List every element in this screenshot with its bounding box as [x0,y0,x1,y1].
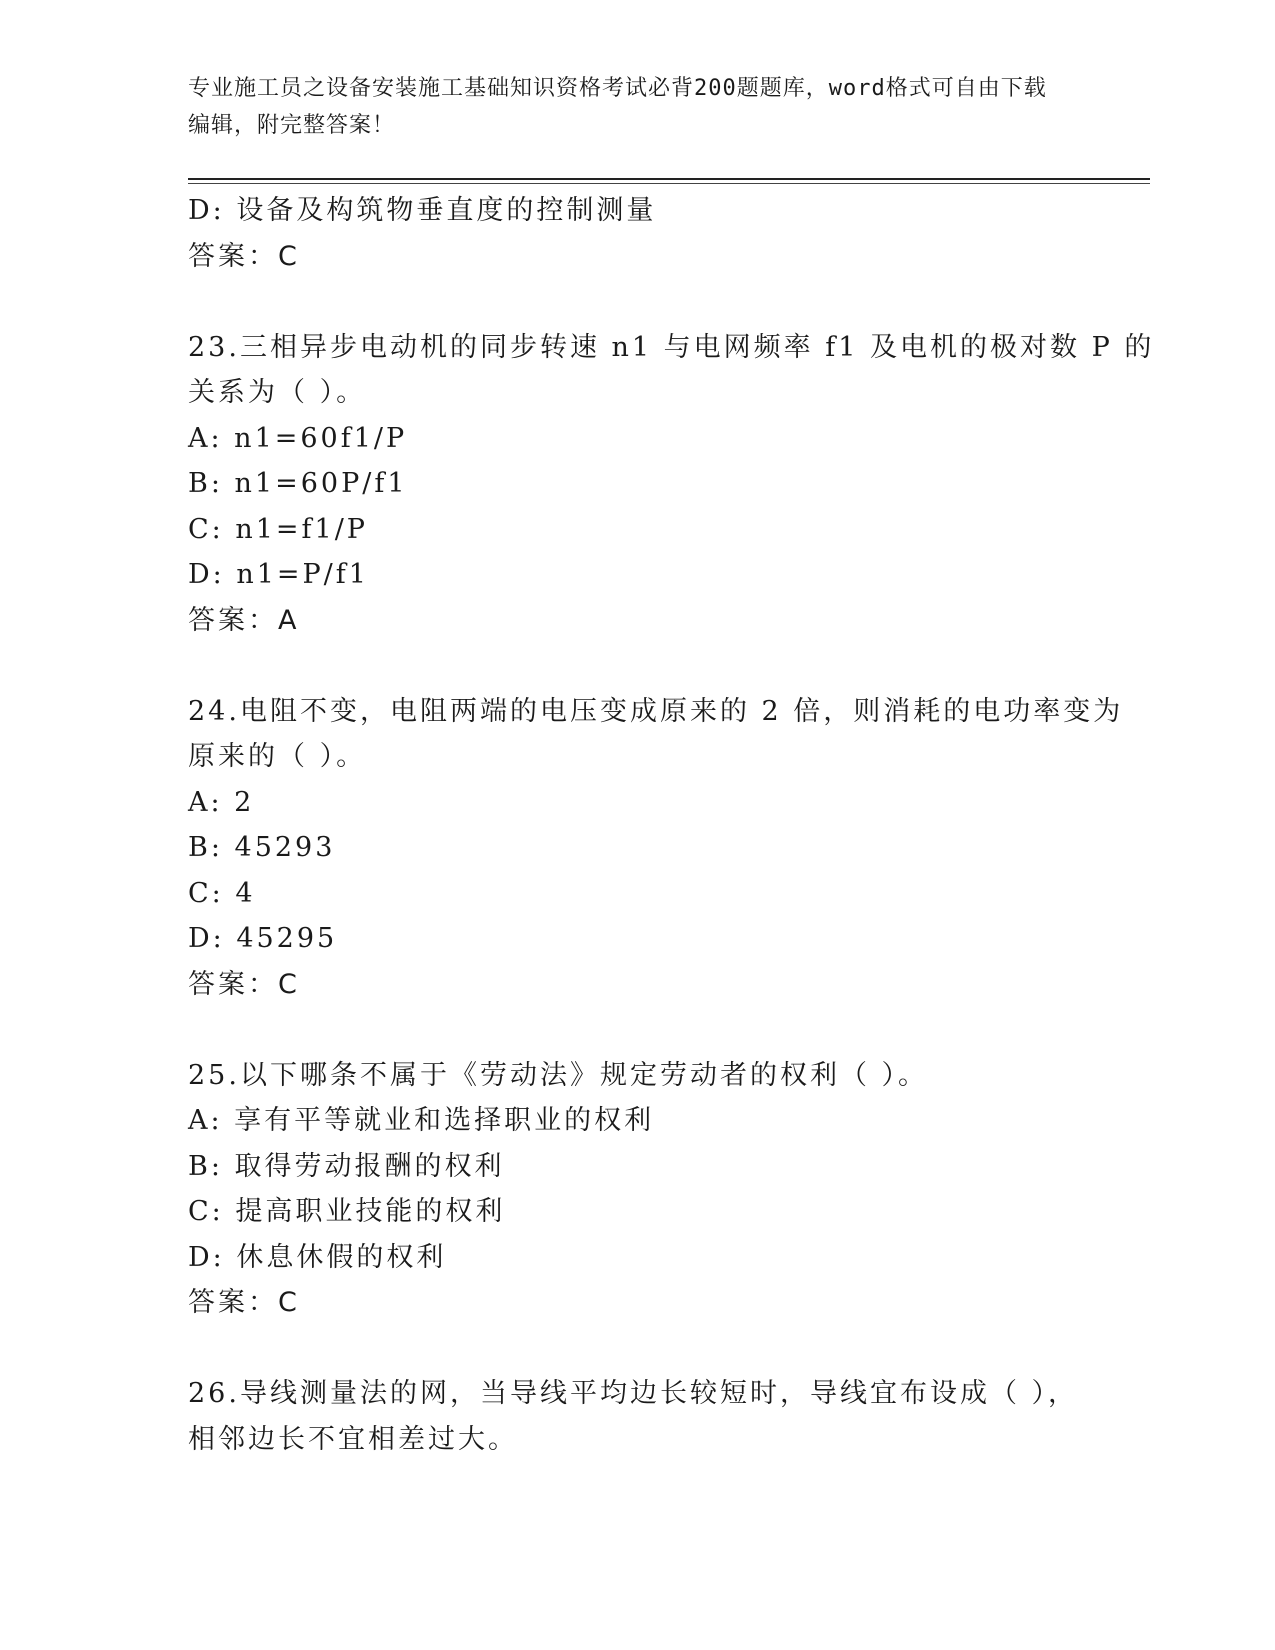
answer-line: 答案：C [188,968,300,1000]
header-divider-thin [188,183,1150,184]
answer-line: 答案：A [188,604,300,636]
option-d: D: 休息休假的权利 [188,1241,447,1273]
spacer [188,1326,1088,1372]
option-b: B: 45293 [188,832,336,863]
question-stem-continued: 原来的（ ）。 [188,741,367,772]
question-stem-continued: 相邻边长不宜相差过大。 [188,1423,518,1455]
question-stem: 23.三相异步电动机的同步转速 n1 与电网频率 f1 及电机的极对数 P 的 [188,331,1155,363]
question-stem-continued: 关系为（ ）。 [188,377,367,408]
option-c: C: n1=f1/P [188,513,368,545]
question-content [188,188,1155,1462]
question-22-tail [188,188,1088,279]
option-a: A: 2 [188,786,255,818]
question-stem: 26.导线测量法的网，当导线平均边长较短时，导线宜布设成（ ）， [188,1378,1079,1409]
option-b: B: 取得劳动报酬的权利 [188,1150,505,1182]
option-c: C: 提高职业技能的权利 [188,1196,506,1227]
option-d: D: 45295 [188,923,338,954]
page-header: 专业施工员之设备安装施工基础知识资格考试必背200题题库，word格式可自由下载编辑，附完整答案！ [188,76,1047,138]
spacer [188,643,1088,689]
question-25 [188,1053,1088,1326]
spacer [188,1007,1088,1053]
question-stem: 25.以下哪条不属于《劳动法》规定劳动者的权利（ ）。 [188,1059,929,1091]
option-d: D: n1=P/f1 [188,559,369,590]
header-divider-thick [188,178,1150,180]
question-23 [188,325,1155,644]
answer-line: 答案：C [188,240,300,272]
option-b: B: n1=60P/f1 [188,468,408,499]
option-c: C: 4 [188,877,256,909]
question-stem: 24.电阻不变，电阻两端的电压变成原来的 2 倍，则消耗的电功率变为 [188,695,1124,727]
question-26 [188,1371,1088,1462]
spacer [188,279,1088,325]
option-a: A: 享有平等就业和选择职业的权利 [188,1105,655,1136]
question-24 [188,689,1124,1008]
answer-line: 答案：C [188,1287,300,1318]
option-a: A: n1=60f1/P [188,422,408,454]
option-d: D: 设备及构筑物垂直度的控制测量 [188,195,657,226]
